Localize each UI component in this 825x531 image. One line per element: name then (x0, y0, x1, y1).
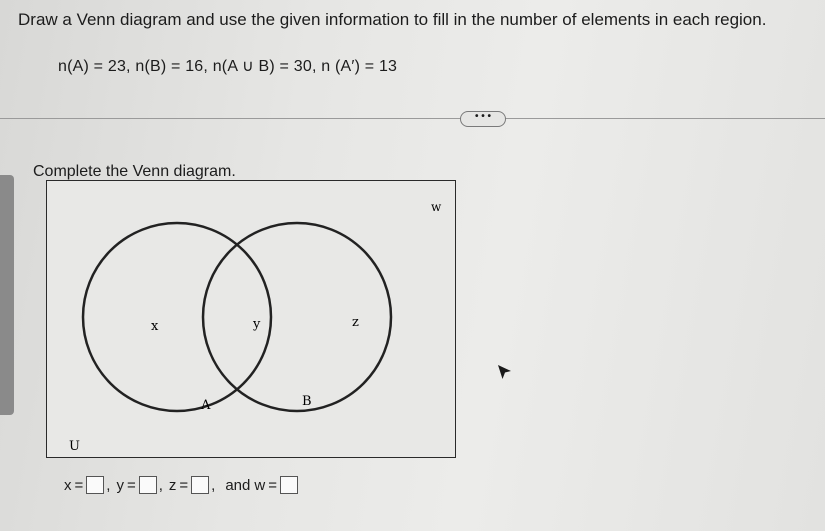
w-var-label: w (254, 476, 266, 494)
x-answer-box[interactable] (86, 476, 104, 494)
set-a-label: A (201, 398, 211, 413)
venn-diagram (46, 180, 456, 458)
z-answer-box[interactable] (191, 476, 209, 494)
region-w-label: w (431, 200, 442, 214)
w-equals: = (268, 476, 277, 494)
circle-b (203, 223, 391, 411)
y-answer-box[interactable] (139, 476, 157, 494)
universe-label: U (69, 439, 80, 454)
more-button[interactable]: • • • (460, 111, 506, 127)
w-answer-box[interactable] (280, 476, 298, 494)
comma: , (211, 476, 216, 494)
scrollbar[interactable] (0, 175, 14, 415)
and-text: and (225, 476, 251, 494)
answer-line (64, 476, 298, 494)
comma: , (158, 476, 163, 494)
mouse-pointer-icon (497, 364, 513, 382)
y-var-label: y (116, 476, 124, 494)
x-equals: = (74, 476, 84, 494)
venn-svg (47, 181, 455, 457)
region-x-label: x (151, 319, 159, 334)
set-b-label: B (302, 394, 312, 409)
x-var-label: x (64, 476, 72, 494)
circle-a (83, 223, 271, 411)
z-var-label: z (168, 476, 177, 494)
given-information: n(A) = 23, n(B) = 16, n(A ∪ B) = 30, n (A′) = 13 (58, 58, 398, 75)
region-z-label: z (352, 315, 359, 330)
region-y-label: y (253, 317, 261, 332)
comma: , (106, 476, 111, 494)
section-title: Complete the Venn diagram. (33, 163, 236, 180)
z-equals: = (179, 476, 189, 494)
divider (0, 118, 825, 119)
y-equals: = (126, 476, 136, 494)
question-instruction: Draw a Venn diagram and use the given information to fill in the number of elements in each region. (18, 10, 767, 29)
